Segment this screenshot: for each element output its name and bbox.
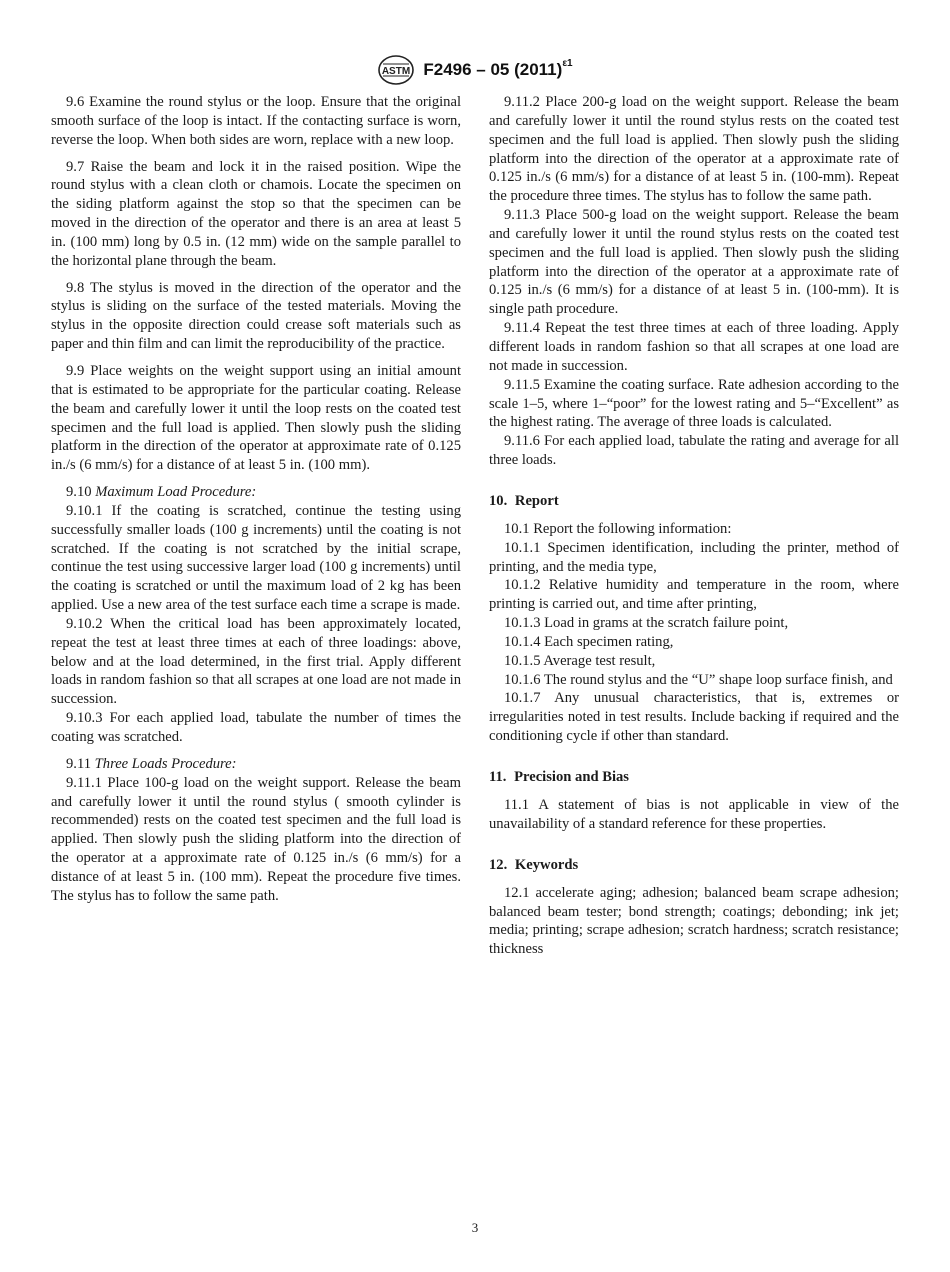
- paragraph-9-11-1: 9.11.1 Place 100-g load on the weight support. Release the beam and carefully lower it until the round stylus ( smooth cylinder is recommended) rests on the coated test specimen and the full load is applied. Then slowly push the sliding platform into the direction of the operator at a approximate rate of 0.125 in./s (6 mm/s) for a distance of at least 5 in. (100 mm). Repeat the procedure five times. The stylus has to follow the same path.: [51, 774, 461, 904]
- logo-text: ASTM: [382, 66, 411, 77]
- heading-title: Precision and Bias: [514, 769, 629, 785]
- paragraph-10-1-3: 10.1.3 Load in grams at the scratch failure point,: [504, 615, 789, 632]
- paragraph-10-1-5: 10.1.5 Average test result,: [504, 652, 656, 669]
- paragraph-9-11-5: 9.11.5 Examine the coating surface. Rate adhesion according to the scale 1–5, where 1–“poor” for the lowest rating and 5–“Excellent” as the highest rating. The average of three loads is calculated.: [489, 376, 899, 431]
- paragraph-9-11-2: 9.11.2 Place 200-g load on the weight support. Release the beam and carefully lower it until the round stylus rests on the coated test specimen and the full load is applied. Then slowly push the sliding platform into the direction of the operator at a approximate rate of 0.125 in./s (6 mm/s) for a distance of at least 5 in. (100-mm). Repeat the procedure three times. The stylus has to follow the same path.: [489, 94, 899, 205]
- paragraph-10-1-7: 10.1.7 Any unusual characteristics, that is, extremes or irregularities noted in test results. Include backing if required and the conditioning cycle if other than standard.: [489, 690, 899, 745]
- heading-title: Report: [514, 492, 559, 509]
- paragraph-9-11-6: 9.11.6 For each applied load, tabulate the rating and average for all three loads.: [489, 433, 899, 469]
- paragraph-10-1: 10.1 Report the following information:: [504, 520, 732, 537]
- left-column: [51, 93, 461, 906]
- page-number: 3: [471, 1220, 479, 1235]
- paragraph-9-10-3: 9.10.3 For each applied load, tabulate the number of times the coating was scratched.: [51, 710, 461, 745]
- paragraph-10-1-4: 10.1.4 Each specimen rating,: [504, 633, 674, 650]
- astm-logo-icon: [377, 54, 415, 86]
- paragraph-9-6: 9.6 Examine the round stylus or the loop. Ensure that the original smooth surface of the loop is intact. If the contacting surface is worn, reverse the loop. When both sides are worn, replace with a new loop.: [51, 94, 461, 148]
- standard-designation: [423, 60, 572, 80]
- paragraph-9-10-2: 9.10.2 When the critical load has been approximately located, repeat the test at least three times at each of three loadings: above, below and at the load determined, in the first trial. Apply different loads in random fashion so that all scrapes at one load are not made in succession.: [51, 615, 461, 708]
- paragraph-11-1: 11.1 A statement of bias is not applicable in view of the unavailability of a standard reference for these properties.: [489, 797, 899, 832]
- paragraph-10-1-6: 10.1.6 The round stylus and the “U” shape loop surface finish, and: [504, 671, 893, 688]
- paragraph-9-11-3: 9.11.3 Place 500-g load on the weight support. Release the beam and carefully lower it until the round stylus rests on the coated test specimen and the full load is applied. Then slowly push the sliding platform into the direction of the operator at a approximate rate of 0.125 in./s (6 mm/s) for a distance of at least 5 in. (100-mm). It is single path procedure.: [489, 207, 899, 318]
- section-number: 9.10: [66, 484, 92, 501]
- paragraph-10-1-2: 10.1.2 Relative humidity and temperature in the room, where printing is carried out, and time after printing,: [489, 577, 899, 613]
- paragraph-9-11-4: 9.11.4 Repeat the test three times at each of three loading. Apply different loads in random fashion so that all scrapes at one load are not made in succession.: [489, 320, 899, 374]
- heading-number: 11.: [489, 769, 507, 785]
- paragraph-9-11: [51, 755, 461, 774]
- heading-keywords: [489, 856, 899, 874]
- heading-number: 12.: [489, 856, 508, 873]
- heading-report: [489, 492, 899, 510]
- designation-text: F2496 – 05 (2011): [423, 60, 563, 79]
- heading-precision-bias: [489, 768, 899, 786]
- heading-number: 10.: [489, 492, 508, 509]
- paragraph-12-1: 12.1 accelerate aging; adhesion; balanced beam scrape adhesion; balanced beam tester; bond strength; coatings; debonding; ink jet; media; printing; scrape adhesion; scratch hardness; scratch resistance; thickness: [489, 884, 899, 958]
- page-header: [0, 52, 950, 88]
- paragraph-9-9: 9.9 Place weights on the weight support using an initial amount that is estimated to be appropriate for the particular coating. Release the beam and carefully lower it until the loop rests on the coated test specimen and the full load is applied. Then slowly push the sliding platform in the direction of the operator at approximate rate of 0.125 in./s (6 mm/s) for a distance of at least 5 in. (100 mm).: [51, 362, 461, 474]
- section-number: 9.11: [66, 755, 91, 772]
- section-title: Maximum Load Procedure:: [95, 484, 257, 501]
- heading-title: Keywords: [514, 856, 579, 873]
- right-column: [489, 93, 899, 959]
- paragraph-9-7: 9.7 Raise the beam and lock it in the raised position. Wipe the round stylus with a clean cloth or chamois. Locate the specimen on the siding platform against the stop so that the specimen can be moved in the direction of the operator and there is an area at least 5 in. (100 mm) long by 0.5 in. (12 mm) wide on the sample parallel to the horizontal plane through the beam.: [51, 158, 461, 269]
- paragraph-9-8: 9.8 The stylus is moved in the direction of the operator and the stylus is sliding on the surface of the tested materials. Moving the stylus in the opposite direction could crease soft materials such as paper and thin film and can limit the reproducibility of the practice.: [51, 279, 461, 353]
- paragraph-9-10-1: 9.10.1 If the coating is scratched, continue the testing using successfully smaller loads (100 g increments) until the coating is not scratched. If the coating is not scratched by the initial scrape, continue the test using successive larger load (100 g increments) until the coating is scratched or until the maximum load of 2 kg has been applied. Use a new area of the test surface each time a scrape is made.: [51, 502, 461, 614]
- paragraph-10-1-1: 10.1.1 Specimen identification, including the printer, method of printing, and the media type,: [489, 539, 899, 575]
- paragraph-9-10: [51, 483, 461, 502]
- designation-superscript: ε1: [562, 58, 573, 70]
- section-title: Three Loads Procedure:: [94, 755, 237, 772]
